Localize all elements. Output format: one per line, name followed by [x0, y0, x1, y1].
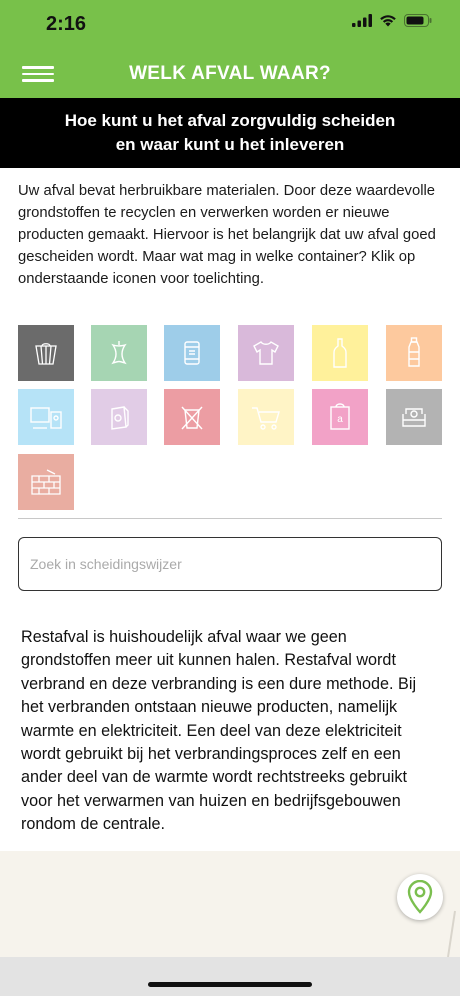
- banner-line-1: Hoe kunt u het afval zorgvuldig scheiden: [64, 111, 396, 130]
- category-tile-kca[interactable]: [91, 389, 147, 445]
- search-box: [18, 537, 442, 591]
- search-input[interactable]: [19, 538, 441, 590]
- location-pin-icon: [406, 880, 434, 914]
- battery-icon: [404, 14, 432, 27]
- category-tile-gft[interactable]: [91, 325, 147, 381]
- home-indicator[interactable]: [148, 982, 312, 987]
- svg-text:a: a: [337, 414, 343, 425]
- category-tile-glas[interactable]: [312, 325, 368, 381]
- tshirt-icon: [251, 340, 281, 366]
- bricks-icon: [29, 468, 63, 496]
- map-background: [0, 851, 460, 957]
- status-time: 2:16: [46, 13, 87, 35]
- category-tile-papier[interactable]: [312, 389, 368, 445]
- paper-bag-icon: [328, 402, 352, 432]
- category-tile-grofvuil[interactable]: [386, 389, 442, 445]
- banner: [0, 98, 460, 168]
- category-tile-textiel[interactable]: [238, 325, 294, 381]
- map-area[interactable]: [0, 851, 460, 957]
- bottom-bar: [0, 957, 460, 996]
- wifi-icon: [379, 14, 397, 27]
- glass-bottle-icon: [332, 337, 348, 369]
- chemical-waste-icon: [106, 403, 132, 431]
- plastic-bottle-icon: [406, 337, 422, 369]
- category-description: Restafval is huishoudelijk afval waar we geen grondstoffen meer uit kunnen halen. Restafval wordt verbrand en deze verbranding is een dure methode. Bij het verbranden ontstaan nieuwe producten, namelijk warmte en elektriciteit. Een deel van deze elektriciteit wordt gebruikt bij het verbrandingsproces zelf en een ander deel van de warmte wordt rechtstreeks gebruikt voor het verwarmen van huizen en bedrijfsgebouwen rondom de centrale.: [21, 628, 417, 834]
- intro-text: Uw afval bevat herbruikbare materialen. Door deze waardevolle grondstoffen te recyclen en verwerken worden er nieuwe producten gemaakt. Hiervoor is het belangrijk dat uw afval goed gescheiden wordt. Maar wat mag in welke container? Klik op onderstaande iconen voor toelichting.: [18, 183, 436, 287]
- location-button[interactable]: [397, 874, 443, 920]
- banner-line-2: en waar kunt u het inleveren: [115, 135, 345, 154]
- apple-core-icon: [109, 339, 129, 367]
- page-title: WELK AFVAL WAAR?: [129, 63, 331, 84]
- category-tile-elektronica[interactable]: [18, 389, 74, 445]
- category-tile-puin[interactable]: [18, 454, 74, 510]
- waste-bin-icon: [34, 340, 58, 366]
- category-tile-niet-in-container[interactable]: [164, 389, 220, 445]
- nav-bar: [0, 50, 460, 98]
- status-bar: [0, 0, 460, 50]
- electronics-icon: [29, 404, 63, 430]
- category-tile-plastic[interactable]: [386, 325, 442, 381]
- category-tile-winkelwagen[interactable]: [238, 389, 294, 445]
- signal-icon: [352, 14, 372, 27]
- shopping-cart-icon: [250, 404, 282, 430]
- no-bin-icon: [177, 402, 207, 432]
- sofa-icon: [399, 402, 429, 432]
- category-tile-blik[interactable]: [164, 325, 220, 381]
- divider: [18, 518, 442, 519]
- category-tile-restafval[interactable]: [18, 325, 74, 381]
- status-icons: [352, 14, 432, 27]
- can-icon: [182, 339, 202, 367]
